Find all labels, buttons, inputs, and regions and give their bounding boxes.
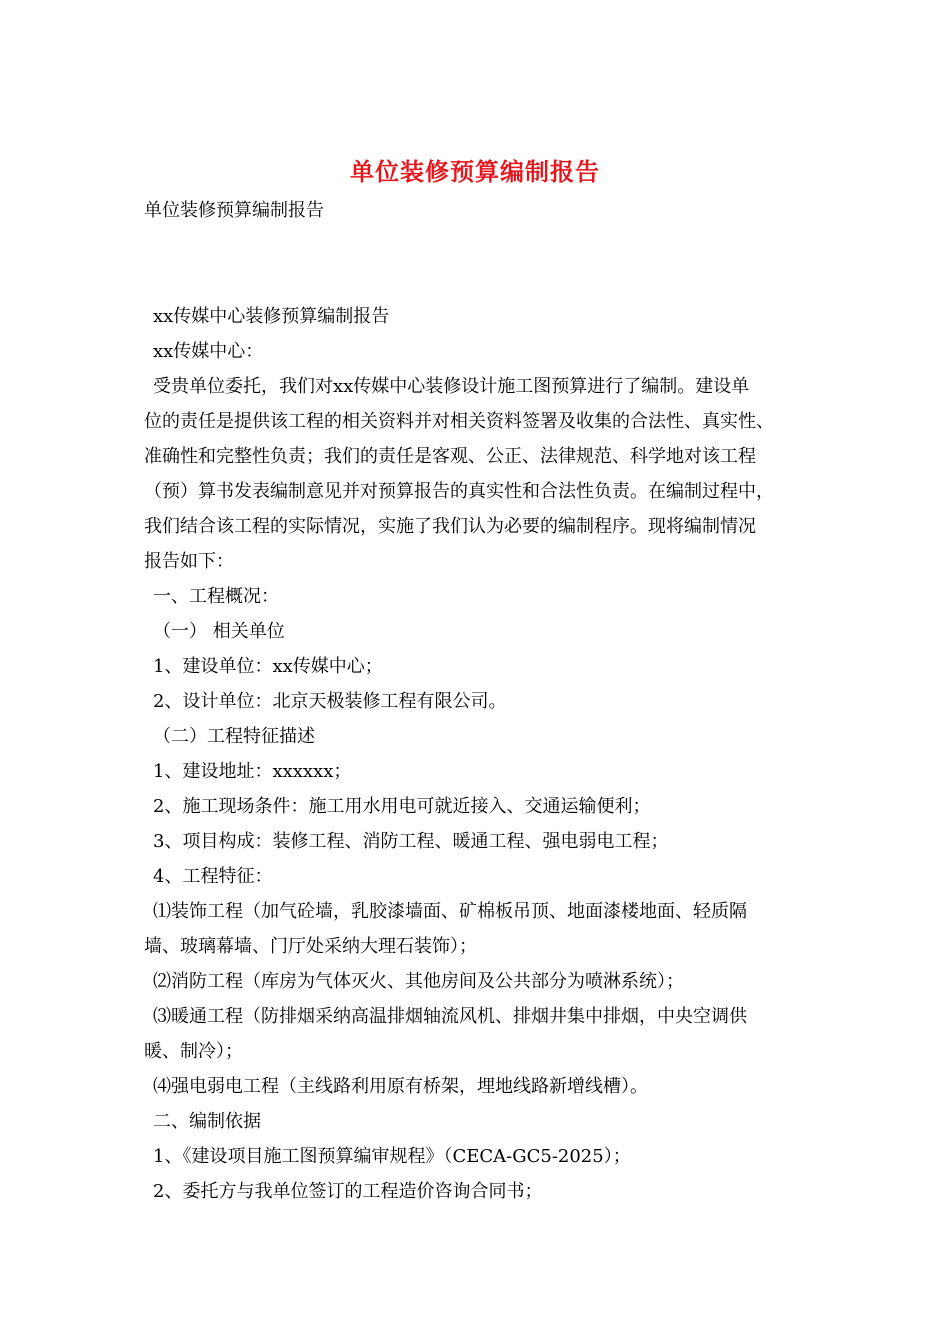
paragraph-line: 位的责任是提供该工程的相关资料并对相关资料签署及收集的合法性、真实性、 [144,411,774,432]
paragraph-line: 受贵单位委托，我们对xx传媒中心装修设计施工图预算进行了编制。建设单 [153,376,750,397]
list-item: ⑶暖通工程（防排烟采纳高温排烟轴流风机、排烟井集中排烟，中央空调供 [153,1006,747,1027]
list-item-continuation: 墙、玻璃幕墙、门厅处采纳大理石装饰）； [144,936,477,957]
list-item: 2、委托方与我单位签订的工程造价咨询合同书； [153,1181,543,1202]
paragraph-line: （预）算书发表编制意见并对预算报告的真实性和合法性负责。在编制过程中， [144,481,774,502]
section-heading: 一、工程概况： [153,586,279,607]
list-item: 2、施工现场条件：施工用水用电可就近接入、交通运输便利； [153,796,651,817]
list-item-continuation: 暖、制冷）； [144,1041,243,1062]
list-item: 3、项目构成：装修工程、消防工程、暖通工程、强电弱电工程； [153,831,669,852]
paragraph-line: 准确性和完整性负责；我们的责任是客观、公正、法律规范、科学地对该工程 [144,446,756,467]
subsection-heading: （二）工程特征描述 [153,726,315,747]
paragraph-line: 我们结合该工程的实际情况，实施了我们认为必要的编制程序。现将编制情况 [144,516,756,537]
document-subtitle: 单位装修预算编制报告 [144,200,324,221]
list-item: ⑴装饰工程（加气砼墙，乳胶漆墙面、矿棉板吊顶、地面漆楼地面、轻质隔 [153,901,747,922]
document-title: 单位装修预算编制报告 [350,157,600,186]
list-item: 4、工程特征： [153,866,273,887]
subsection-heading: （一） 相关单位 [153,621,285,642]
list-item: ⑷强电弱电工程（主线路利用原有桥架，埋地线路新增线槽）。 [153,1076,648,1097]
paragraph-line: xx传媒中心： [153,341,264,362]
list-item: 1、建设地址：xxxxxx； [153,761,352,782]
list-item: ⑵消防工程（库房为气体灭火、其他房间及公共部分为喷淋系统）； [153,971,684,992]
paragraph-line: 报告如下： [144,551,234,572]
document-body [144,299,814,1209]
paragraph-line: xx传媒中心装修预算编制报告 [153,306,390,327]
list-item: 1、建设单位：xx传媒中心； [153,656,383,677]
section-heading: 二、编制依据 [153,1111,261,1132]
list-item: 2、设计单位：北京天极装修工程有限公司。 [153,691,507,712]
list-item: 1、《建设项目施工图预算编审规程》（CECA-GC5-2025）； [153,1146,631,1167]
